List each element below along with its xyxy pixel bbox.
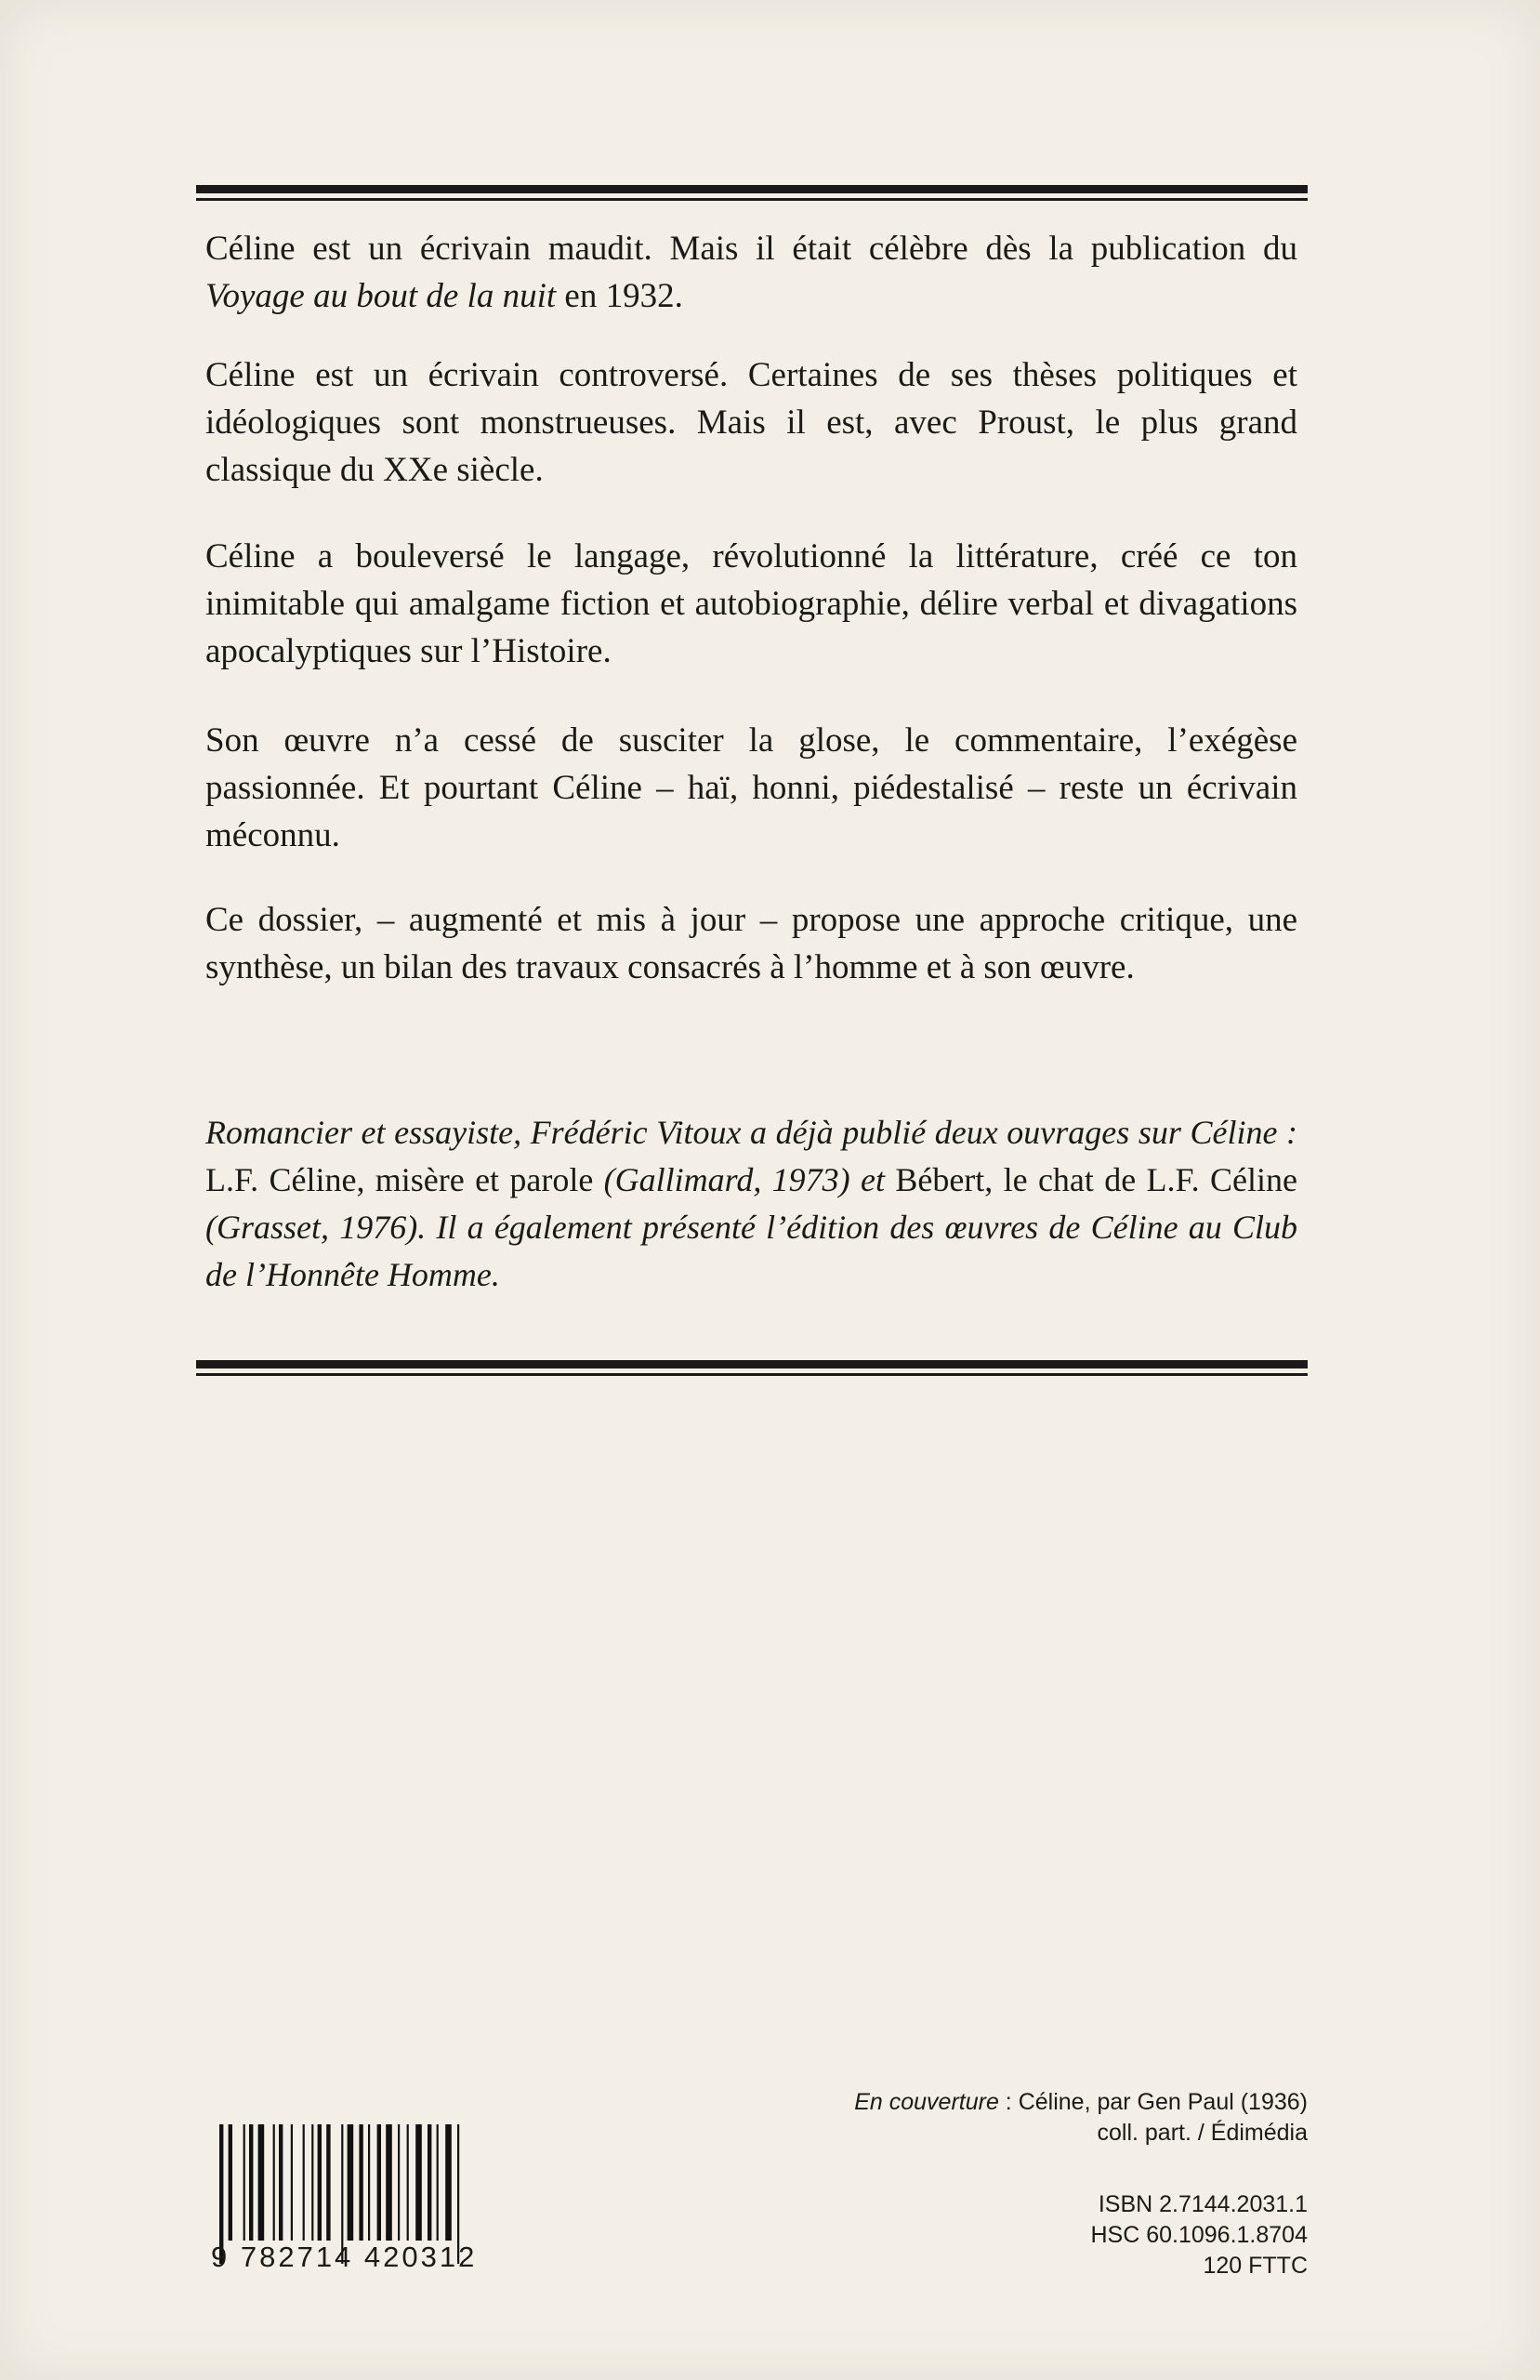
book-title-misere: L.F. Céline, misère et parole: [205, 1161, 594, 1198]
cover-credit-label: En couverture: [854, 2089, 999, 2115]
publisher-1: (Gallimard, 1973) et: [593, 1161, 896, 1198]
top-double-rule: [196, 185, 1308, 201]
paragraph-4-text: Son œuvre n’a cessé de susciter la glose, le commentaire, l’exégèse passionnée. Et pourtant Céline – haï, honni, piédestalisé – reste un écrivain méconnu.: [205, 721, 1297, 854]
paragraph-5: [205, 896, 1297, 991]
paragraph-2-text: Céline est un écrivain controversé. Certaines de ses thèses politiques et idéologiques sont monstrueuses. Mais il est, avec Proust, le plus grand classique du XXe siècle.: [205, 356, 1297, 489]
book-title-voyage: Voyage au bout de la nuit: [205, 277, 557, 315]
paragraph-2: [205, 351, 1297, 494]
author-note-intro: Romancier et essayiste, Frédéric Vitoux a déjà publié deux ouvrages sur Céline :: [205, 1114, 1297, 1151]
paragraph-4: [205, 717, 1297, 859]
price-code: 120 FTTC: [1203, 2253, 1308, 2279]
hsc-number: HSC 60.1096.1.8704: [1090, 2222, 1308, 2248]
paragraph-3: [205, 533, 1297, 675]
isbn-number: ISBN 2.7144.2031.1: [1098, 2191, 1308, 2217]
author-note-end: (Grasset, 1976). Il a également présenté l’édition des œuvres de Céline au Club de l’Honnête Homme.: [205, 1209, 1297, 1293]
bottom-double-rule: [196, 1360, 1308, 1376]
cover-credit-source: coll. part. / Édimédia: [1097, 2120, 1308, 2146]
paragraph-5-text: Ce dossier, – augmenté et mis à jour – propose une approche critique, une synthèse, un bilan des travaux consacrés à l’homme et à son œuvre.: [205, 901, 1297, 986]
author-note: [205, 1109, 1297, 1299]
paragraph-1: [205, 225, 1297, 320]
cover-credits: [854, 2087, 1308, 2149]
isbn-block: [1090, 2189, 1308, 2281]
paragraph-3-text: Céline a bouleversé le langage, révolutionné la littérature, créé ce ton inimitable qui amalgame fiction et autobiographie, délire verbal et divagations apocalyptiques sur l’Histoire.: [205, 537, 1297, 670]
paragraph-1-text-b: en 1932.: [556, 277, 683, 315]
book-title-bebert: Bébert, le chat de L.F. Céline: [895, 1161, 1297, 1198]
barcode-digits: 9 782714 420312: [211, 2241, 478, 2273]
paragraph-1-text-a: Céline est un écrivain maudit. Mais il était célèbre dès la publication du: [205, 230, 1297, 268]
cover-credit-text: : Céline, par Gen Paul (1936): [998, 2089, 1308, 2115]
